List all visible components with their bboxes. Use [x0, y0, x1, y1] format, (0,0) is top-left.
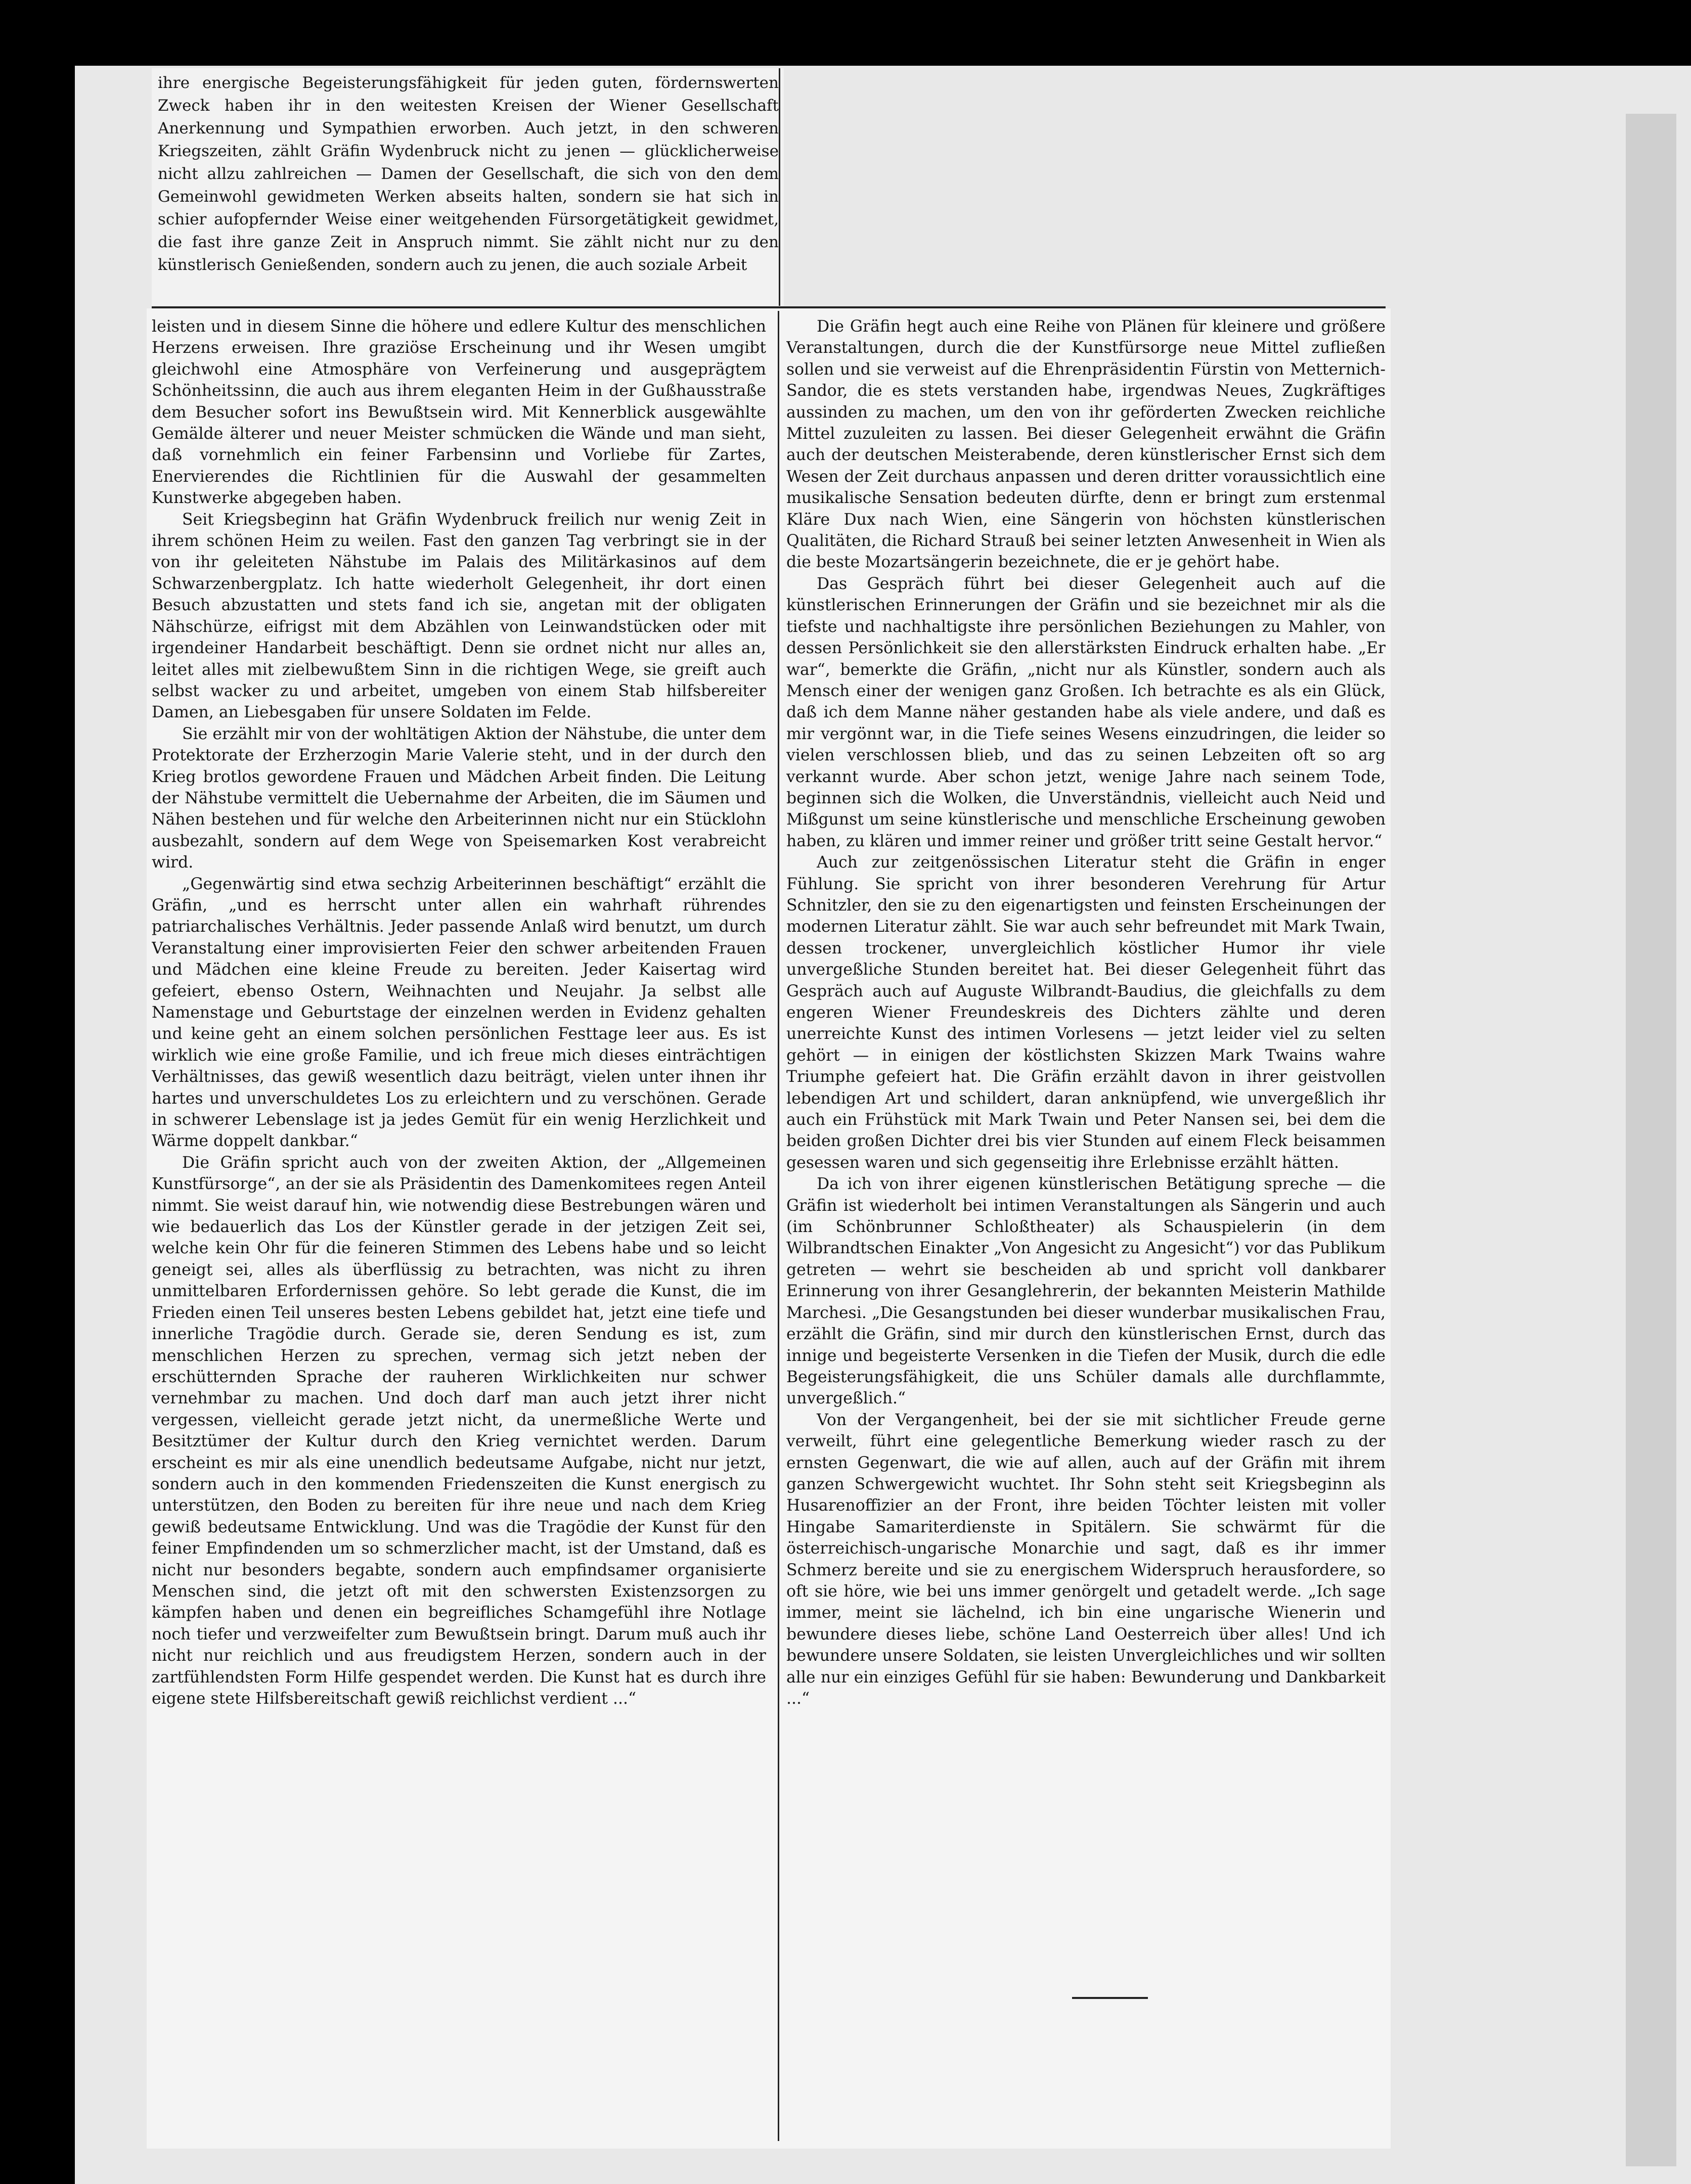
paragraph: Die Gräfin hegt auch eine Reihe von Plänen für kleinere und größere Veranstaltungen, durch die der Kunstfürsorge neue Mittel zufließen sollen und sie verweist auf die Ehrenpräsidentin Fürstin von Metternich-Sandor, die es stets verstanden habe, irgendwas Neues, Zugkräftiges aussinden zu machen, um den von ihr geförderten Zwecken reichliche Mittel zuzuleiten zu lassen. Bei dieser Gelegenheit erwähnt die Gräfin auch der deutschen Meisterabende, deren künstlerischer Ernst sich dem Wesen der Zeit durchaus anpassen und deren dritter voraussichtlich eine musikalische Sensation bedeuten dürfte, denn er bringt zum erstenmal Kläre Dux nach Wien, eine Sängerin von höchsten künstlerischen Qualitäten, die Richard Strauß bei seiner letzten Anwesenheit in Wien als die beste Mozartsängerin bezeichnete, die er je gehört habe. [786, 317, 1386, 572]
top-clipping-edge [779, 68, 780, 306]
column-divider [778, 311, 779, 2141]
paragraph: leisten und in diesem Sinne die höhere und edlere Kultur des menschlichen Herzens erweisen. Ihre graziöse Erscheinung und ihr Wesen umgibt gleichwohl eine Atmosphäre von Verfeinerung und ausgeprägtem Schönheitssinn, die auch aus ihrem eleganten Heim in der Gußhausstraße dem Besucher sofort ins Bewußtsein wird. Mit Kennerblick ausgewählte Gemälde älterer und neuer Meister schmücken die Wände und man sieht, daß vornehmlich ein feiner Farbensinn und Vorliebe für Zartes, Enervierendes die Richtlinien für die Auswahl der gesammelten Kunstwerke abgegeben haben. [152, 317, 766, 508]
paragraph: Von der Vergangenheit, bei der sie mit sichtlicher Freude gerne verweilt, führt eine gelegentliche Bemerkung wieder rasch zu der ernsten Gegenwart, die wie auf allen, auch auf der Gräfin mit ihrem ganzen Schwergewicht wuchtet. Ihr Sohn steht seit Kriegsbeginn als Husarenoffizier an der Front, ihre beiden Töchter leisten mit voller Hingabe Samariterdienste in Spitälern. Sie schwärmt für die österreichisch-ungarische Monarchie und sagt, daß es ihr immer Schmerz bereite und sie zu energischem Widerspruch herausfordere, so oft sie höre, wie bei uns immer genörgelt und getadelt werde. „Ich sage immer, meint sie lächelnd, ich bin eine ungarische Wienerin und bewundere dieses liebe, schöne Land Oesterreich über alles! Und ich bewundere unsere Soldaten, sie leisten Unvergleichliches und wir sollten alle nur ein einziges Gefühl für sie haben: Bewunderung und Dankbarkeit ...“ [786, 1410, 1386, 1708]
top-fragment-text [158, 72, 779, 302]
scan-shadow [1626, 114, 1676, 2166]
paragraph: Das Gespräch führt bei dieser Gelegenheit auch auf die künstlerischen Erinnerungen der Gräfin und sie bezeichnet mir als die tiefste und nachhaltigste ihre persönlichen Beziehungen zu Mahler, von dessen Persönlichkeit sie den allerstärksten Eindruck erhalten habe. „Er war“, bemerkte die Gräfin, „nicht nur als Künstler, sondern auch als Mensch einer der wenigen ganz Großen. Ich betrachte es als ein Glück, daß ich dem Manne näher gestanden habe als viele andere, und daß es mir vergönnt war, in die Tiefe seines Wesens einzudringen, die leider so vielen verschlossen blieb, und das zu seinen Lebzeiten oft so arg verkannt wurde. Aber schon jetzt, wenige Jahre nach seinem Tode, beginnen sich die Wolken, die Unverständnis, vielleicht auch Neid und Mißgunst um seine künstlerische und menschliche Erscheinung gewoben haben, zu klären und immer reiner und größer tritt seine Gestalt hervor.“ [786, 574, 1386, 850]
paragraph: Auch zur zeitgenössischen Literatur steht die Gräfin in enger Fühlung. Sie spricht von ihrer besonderen Verehrung für Artur Schnitzler, den sie zu den eigenartigsten und feinsten Erscheinungen der modernen Literatur zählt. Sie war auch sehr befreundet mit Mark Twain, dessen trockener, unvergleichlich köstlicher Humor ihr viele unvergeßliche Stunden bereitet hat. Bei dieser Gelegenheit führt das Gespräch auch auf Auguste Wilbrandt-Baudius, die gleichfalls zu dem engeren Wiener Freundeskreis des Dichters zählte und deren unerreichte Kunst des intimen Vorlesens — jetzt leider viel zu selten gehört — in einigen der köstlichsten Skizzen Mark Twains wahre Triumphe gefeiert hat. Die Gräfin erzählt davon in ihrer geistvollen lebendigen Art und schildert, daran anknüpfend, wie unvergeßlich ihr auch ein Frühstück mit Mark Twain und Peter Nansen sei, bei dem die beiden großen Dichter drei bis vier Stunden auf einem Fleck beisammen gesessen waren und sich gegenseitig ihre Erlebnisse erzählt hätten. [786, 853, 1386, 1172]
horizontal-rule [152, 306, 1386, 308]
paragraph: Die Gräfin spricht auch von der zweiten Aktion, der „Allgemeinen Kunstfürsorge“, an der sie als Präsidentin des Damenkomitees regen Anteil nimmt. Sie weist darauf hin, wie notwendig diese Bestrebungen wären und wie bedauerlich das Los der Künstler gerade in der jetzigen Zeit sei, welche kein Ohr für die feineren Stimmen des Lebens habe und so leicht geneigt sei, alles als überflüssig zu betrachten, was nicht zu ihren unmittelbaren Erfordernissen gehöre. So lebt gerade die Kunst, die im Frieden einen Teil unseres besten Lebens gebildet hat, jetzt eine tiefe und innerliche Tragödie durch. Gerade sie, deren Sendung es ist, zum menschlichen Herzen zu sprechen, vermag sich jetzt neben der erschütternden Sprache der rauheren Wirklichkeiten nur schwer vernehmbar zu machen. Und doch darf man auch jetzt ihrer nicht vergessen, vielleicht gerade jetzt nicht, da unermeßliche Werte und Besitztümer der Kultur durch den Krieg vernichtet werden. Darum erscheint es mir als eine unendlich bedeutsame Aufgabe, nicht nur jetzt, sondern auch in den kommenden Friedenszeiten die Kunst energisch zu unterstützen, den Boden zu bereiten für ihre neue und nach dem Krieg gewiß bedeutsame Entwicklung. Und was die Tragödie der Kunst für den feiner Empfindenden um so schmerzlicher macht, ist der Umstand, daß es nicht nur besonders begabte, sondern auch empfindsamer organisierte Menschen sind, die jetzt oft mit den schwersten Existenzsorgen zu kämpfen haben und denen ein begreifliches Schamgefühl ihre Notlage noch tiefer und verzweifelter zum Bewußtsein bringt. Darum muß auch ihr nicht nur reichlich und aus freudigstem Herzen, sondern auch in der zartfühlendsten Form Hilfe gespendet werden. Die Kunst hat es durch ihre eigene stete Hilfsbereitschaft gewiß reichlichst verdient ...“ [152, 1153, 766, 1708]
paragraph: Da ich von ihrer eigenen künstlerischen Betätigung spreche — die Gräfin ist wiederholt bei intimen Veranstaltungen als Sängerin und auch (im Schönbrunner Schloßtheater) als Schauspielerin (in dem Wilbrandtschen Einakter „Von Angesicht zu Angesicht“) vor das Publikum getreten — wehrt sie bescheiden ab und spricht voll dankbarer Erinnerung von ihrer Gesanglehrerin, der bekannten Meisterin Mathilde Marchesi. „Die Gesangstunden bei dieser wunderbar musikalischen Frau, erzählt die Gräfin, sind mir durch den künstlerischen Ernst, durch das innige und begeisterte Versenken in die Tiefen der Musik, durch die edle Begeisterungsfähigkeit, die uns Schüler damals alle durchflammte, unvergeßlich.“ [786, 1175, 1386, 1408]
end-rule [1072, 1997, 1148, 1999]
right-column [786, 316, 1386, 2020]
paragraph: Seit Kriegsbeginn hat Gräfin Wydenbruck freilich nur wenig Zeit in ihrem schönen Heim zu weilen. Fast den ganzen Tag verbringt sie in der von ihr geleiteten Nähstube im Palais des Militärkasinos auf dem Schwarzenbergplatz. Ich hatte wiederholt Gelegenheit, ihr dort einen Besuch abzustatten und stets fand ich sie, angetan mit der obligaten Nähschürze, eifrigst mit dem Abzählen von Leinwandstücken oder mit irgendeiner Handarbeit beschäftigt. Denn sie ordnet nicht nur alles an, leitet alles mit zielbewußtem Sinn in die richtigen Wege, sie greift auch selbst wacker zu und arbeitet, umgeben von einem Stab hilfsbereiter Damen, an Liebesgaben für unsere Soldaten im Felde. [152, 510, 766, 722]
paragraph: Sie erzählt mir von der wohltätigen Aktion der Nähstube, die unter dem Protektorate der Erzherzogin Marie Valerie steht, und in der durch den Krieg brotlos gewordene Frauen und Mädchen Arbeit finden. Die Leitung der Nähstube vermittelt die Uebernahme der Arbeiten, die im Säumen und Nähen bestehen und für welche den Arbeiterinnen nicht nur ein Stücklohn ausbezahlt, sondern auf dem Wege von Speisemarken Kost verabreicht wird. [152, 724, 766, 872]
paragraph: „Gegenwärtig sind etwa sechzig Arbeiterinnen beschäftigt“ erzählt die Gräfin, „und es herrscht unter allen ein wahrhaft rührendes patriarchalisches Verhältnis. Jeder passende Anlaß wird benutzt, um durch Veranstaltung einer improvisierten Feier den schwer arbeitenden Frauen und Mädchen eine kleine Freude zu bereiten. Jeder Kaisertag wird gefeiert, ebenso Ostern, Weihnachten und Neujahr. Ja selbst alle Namenstage und Geburtstage der einzelnen werden in Evidenz gehalten und keine geht an einem solchen persönlichen Festtage leer aus. Es ist wirklich wie eine große Familie, und ich freue mich dieses einträchtigen Verhältnisses, das gewiß wesentlich dazu beiträgt, vielen unter ihnen ihr hartes und unverschuldetes Los zu erleichtern und zu verschönen. Gerade in schwerer Lebenslage ist ja jedes Gemüt für ein wenig Herzlichkeit und Wärme doppelt dankbar.“ [152, 875, 766, 1151]
top-fragment-paragraph: ihre energische Begeisterungsfähigkeit für jeden guten, fördernswerten Zweck haben ihr in den weitesten Kreisen der Wiener Gesellschaft Anerkennung und Sympathien erworben. Auch jetzt, in den schweren Kriegszeiten, zählt Gräfin Wydenbruck nicht zu jenen — glücklicherweise nicht allzu zahlreichen — Damen der Gesellschaft, die sich von den dem Gemeinwohl gewidmeten Werken abseits halten, sondern sie hat sich in schier aufopfernder Weise einer weitgehenden Fürsorgetätigkeit gewidmet, die fast ihre ganze Zeit in Anspruch nimmt. Sie zählt nicht nur zu den künstlerisch Genießenden, sondern auch zu jenen, die auch soziale Arbeit [158, 74, 779, 274]
left-column [152, 316, 766, 2141]
